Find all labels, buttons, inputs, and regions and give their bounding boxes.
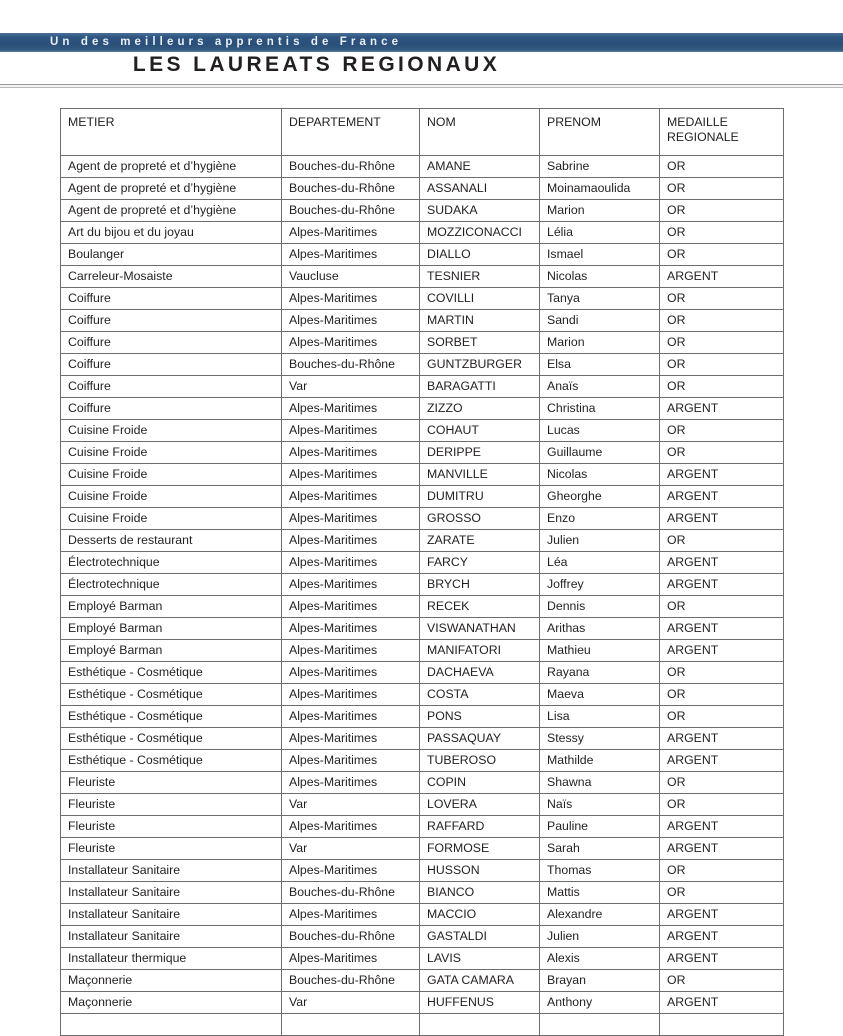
cell-nom: VISWANATHAN <box>420 618 540 640</box>
cell-metier: Desserts de restaurant <box>61 530 282 552</box>
cell-nom: HUFFENUS <box>420 992 540 1014</box>
cell-departement: Alpes-Maritimes <box>282 728 420 750</box>
cell-prenom: Guillaume <box>540 442 660 464</box>
cell-nom: SUDAKA <box>420 200 540 222</box>
cell-nom: TESNIER <box>420 266 540 288</box>
cell-medaille: OR <box>660 970 784 992</box>
column-header-prenom-label: PRENOM <box>547 115 601 129</box>
cell-metier: Électrotechnique <box>61 574 282 596</box>
cell-medaille: ARGENT <box>660 486 784 508</box>
cell-metier: Carreleur-Mosaiste <box>61 266 282 288</box>
cell-metier: Agent de propreté et d’hygiène <box>61 200 282 222</box>
cell-nom: SORBET <box>420 332 540 354</box>
cell-prenom: Nicolas <box>540 266 660 288</box>
cell-departement: Alpes-Maritimes <box>282 816 420 838</box>
cell-metier: Coiffure <box>61 376 282 398</box>
cell-nom: COPIN <box>420 772 540 794</box>
column-header-prenom <box>540 109 660 156</box>
column-header-nom-label: NOM <box>427 115 456 129</box>
table-row <box>61 684 784 706</box>
cell-prenom: Brayan <box>540 970 660 992</box>
cell-departement: Alpes-Maritimes <box>282 662 420 684</box>
cell-nom: MARTIN <box>420 310 540 332</box>
table-row <box>61 464 784 486</box>
cell-departement: Bouches-du-Rhône <box>282 882 420 904</box>
laureats-table <box>60 108 784 1036</box>
cell-medaille: ARGENT <box>660 904 784 926</box>
cell-prenom: Enzo <box>540 508 660 530</box>
cell-departement <box>282 1014 420 1036</box>
cell-departement: Alpes-Maritimes <box>282 552 420 574</box>
cell-prenom: Anaïs <box>540 376 660 398</box>
cell-metier: Agent de propreté et d’hygiène <box>61 156 282 178</box>
cell-prenom: Pauline <box>540 816 660 838</box>
cell-metier: Coiffure <box>61 288 282 310</box>
cell-medaille: OR <box>660 178 784 200</box>
table-row <box>61 926 784 948</box>
cell-prenom: Mattis <box>540 882 660 904</box>
cell-nom: LOVERA <box>420 794 540 816</box>
cell-nom: DUMITRU <box>420 486 540 508</box>
cell-nom: FARCY <box>420 552 540 574</box>
cell-metier: Maçonnerie <box>61 970 282 992</box>
cell-nom: MACCIO <box>420 904 540 926</box>
cell-medaille: ARGENT <box>660 750 784 772</box>
cell-medaille: ARGENT <box>660 838 784 860</box>
cell-nom: AMANE <box>420 156 540 178</box>
cell-prenom: Lélia <box>540 222 660 244</box>
cell-metier: Cuisine Froide <box>61 486 282 508</box>
page-title: LES LAUREATS REGIONAUX <box>132 53 501 76</box>
cell-prenom: Mathieu <box>540 640 660 662</box>
cell-medaille: OR <box>660 156 784 178</box>
cell-medaille: OR <box>660 442 784 464</box>
cell-prenom: Lisa <box>540 706 660 728</box>
cell-prenom: Joffrey <box>540 574 660 596</box>
table-row <box>61 420 784 442</box>
cell-departement: Alpes-Maritimes <box>282 640 420 662</box>
cell-nom: PASSAQUAY <box>420 728 540 750</box>
cell-departement: Alpes-Maritimes <box>282 948 420 970</box>
cell-prenom: Sarah <box>540 838 660 860</box>
cell-prenom: Alexis <box>540 948 660 970</box>
cell-nom: MANIFATORI <box>420 640 540 662</box>
cell-prenom: Marion <box>540 200 660 222</box>
table-row <box>61 706 784 728</box>
table-row <box>61 376 784 398</box>
header-divider-rule <box>0 84 843 88</box>
cell-medaille: ARGENT <box>660 640 784 662</box>
cell-medaille: OR <box>660 684 784 706</box>
cell-prenom: Sandi <box>540 310 660 332</box>
cell-medaille: ARGENT <box>660 992 784 1014</box>
cell-medaille: OR <box>660 200 784 222</box>
cell-nom <box>420 1014 540 1036</box>
cell-prenom: Ismael <box>540 244 660 266</box>
cell-departement: Alpes-Maritimes <box>282 464 420 486</box>
cell-metier <box>61 1014 282 1036</box>
cell-prenom: Shawna <box>540 772 660 794</box>
table-row <box>61 178 784 200</box>
cell-departement: Alpes-Maritimes <box>282 398 420 420</box>
table-row <box>61 992 784 1014</box>
cell-prenom: Thomas <box>540 860 660 882</box>
cell-departement: Alpes-Maritimes <box>282 706 420 728</box>
table-body <box>61 156 784 1036</box>
cell-departement: Vaucluse <box>282 266 420 288</box>
cell-medaille: OR <box>660 596 784 618</box>
cell-nom: ZIZZO <box>420 398 540 420</box>
cell-metier: Électrotechnique <box>61 552 282 574</box>
cell-departement: Alpes-Maritimes <box>282 332 420 354</box>
table-row <box>61 596 784 618</box>
table-row <box>61 882 784 904</box>
cell-prenom: Alexandre <box>540 904 660 926</box>
cell-metier: Esthétique - Cosmétique <box>61 706 282 728</box>
table-row-partial <box>61 1014 784 1036</box>
cell-metier: Cuisine Froide <box>61 508 282 530</box>
cell-metier: Installateur Sanitaire <box>61 904 282 926</box>
cell-nom: GROSSO <box>420 508 540 530</box>
table-row <box>61 288 784 310</box>
cell-metier: Agent de propreté et d’hygiène <box>61 178 282 200</box>
cell-metier: Coiffure <box>61 398 282 420</box>
cell-prenom: Naïs <box>540 794 660 816</box>
cell-departement: Bouches-du-Rhône <box>282 200 420 222</box>
table-row <box>61 728 784 750</box>
cell-metier: Employé Barman <box>61 618 282 640</box>
cell-medaille: OR <box>660 794 784 816</box>
cell-nom: BIANCO <box>420 882 540 904</box>
table-row <box>61 552 784 574</box>
cell-prenom: Julien <box>540 926 660 948</box>
cell-medaille: OR <box>660 882 784 904</box>
cell-medaille: OR <box>660 530 784 552</box>
cell-medaille: OR <box>660 288 784 310</box>
cell-metier: Fleuriste <box>61 794 282 816</box>
cell-medaille: ARGENT <box>660 618 784 640</box>
cell-prenom: Arithas <box>540 618 660 640</box>
cell-nom: COSTA <box>420 684 540 706</box>
cell-departement: Alpes-Maritimes <box>282 508 420 530</box>
cell-metier: Maçonnerie <box>61 992 282 1014</box>
table-row <box>61 222 784 244</box>
cell-prenom: Dennis <box>540 596 660 618</box>
cell-departement: Alpes-Maritimes <box>282 486 420 508</box>
table-row <box>61 508 784 530</box>
table-row <box>61 662 784 684</box>
cell-medaille: ARGENT <box>660 508 784 530</box>
cell-metier: Coiffure <box>61 332 282 354</box>
cell-metier: Esthétique - Cosmétique <box>61 728 282 750</box>
cell-departement: Alpes-Maritimes <box>282 420 420 442</box>
table-row <box>61 486 784 508</box>
cell-medaille: OR <box>660 860 784 882</box>
cell-medaille: ARGENT <box>660 574 784 596</box>
table-row <box>61 244 784 266</box>
table-row <box>61 750 784 772</box>
table-row <box>61 266 784 288</box>
cell-nom: HUSSON <box>420 860 540 882</box>
table-header <box>61 109 784 156</box>
cell-nom: GASTALDI <box>420 926 540 948</box>
table-row <box>61 200 784 222</box>
cell-nom: ASSANALI <box>420 178 540 200</box>
cell-medaille: ARGENT <box>660 926 784 948</box>
cell-metier: Fleuriste <box>61 816 282 838</box>
cell-metier: Fleuriste <box>61 772 282 794</box>
cell-departement: Alpes-Maritimes <box>282 222 420 244</box>
cell-nom: BARAGATTI <box>420 376 540 398</box>
cell-metier: Installateur Sanitaire <box>61 926 282 948</box>
cell-departement: Var <box>282 992 420 1014</box>
cell-metier: Esthétique - Cosmétique <box>61 662 282 684</box>
cell-medaille: OR <box>660 420 784 442</box>
cell-nom: FORMOSE <box>420 838 540 860</box>
cell-nom: RAFFARD <box>420 816 540 838</box>
cell-metier: Installateur Sanitaire <box>61 860 282 882</box>
cell-metier: Fleuriste <box>61 838 282 860</box>
cell-departement: Alpes-Maritimes <box>282 772 420 794</box>
cell-departement: Alpes-Maritimes <box>282 618 420 640</box>
cell-departement: Alpes-Maritimes <box>282 442 420 464</box>
cell-departement: Bouches-du-Rhône <box>282 156 420 178</box>
column-header-medaille-label: MEDAILLE <box>667 115 728 129</box>
cell-medaille: OR <box>660 310 784 332</box>
column-header-departement-label: DEPARTEMENT <box>289 115 381 129</box>
cell-nom: TUBEROSO <box>420 750 540 772</box>
cell-prenom: Anthony <box>540 992 660 1014</box>
cell-medaille: OR <box>660 376 784 398</box>
cell-medaille: ARGENT <box>660 464 784 486</box>
cell-metier: Cuisine Froide <box>61 442 282 464</box>
cell-departement: Alpes-Maritimes <box>282 244 420 266</box>
cell-medaille: OR <box>660 332 784 354</box>
cell-medaille: ARGENT <box>660 728 784 750</box>
table-row <box>61 838 784 860</box>
table-row <box>61 332 784 354</box>
cell-medaille <box>660 1014 784 1036</box>
cell-metier: Employé Barman <box>61 640 282 662</box>
cell-medaille: OR <box>660 662 784 684</box>
column-header-nom <box>420 109 540 156</box>
cell-nom: BRYCH <box>420 574 540 596</box>
table-row <box>61 156 784 178</box>
cell-prenom: Moinamaoulida <box>540 178 660 200</box>
cell-nom: COHAUT <box>420 420 540 442</box>
table-row <box>61 574 784 596</box>
cell-prenom: Christina <box>540 398 660 420</box>
column-header-metier <box>61 109 282 156</box>
cell-medaille: OR <box>660 772 784 794</box>
table-row <box>61 398 784 420</box>
table-row <box>61 354 784 376</box>
cell-prenom: Sabrine <box>540 156 660 178</box>
cell-departement: Bouches-du-Rhône <box>282 354 420 376</box>
cell-nom: GUNTZBURGER <box>420 354 540 376</box>
cell-nom: GATA CAMARA <box>420 970 540 992</box>
cell-nom: DERIPPE <box>420 442 540 464</box>
cell-metier: Employé Barman <box>61 596 282 618</box>
cell-nom: DIALLO <box>420 244 540 266</box>
cell-metier: Installateur thermique <box>61 948 282 970</box>
cell-departement: Alpes-Maritimes <box>282 904 420 926</box>
cell-medaille: ARGENT <box>660 266 784 288</box>
table-row <box>61 970 784 992</box>
cell-departement: Alpes-Maritimes <box>282 684 420 706</box>
cell-medaille: ARGENT <box>660 948 784 970</box>
cell-metier: Cuisine Froide <box>61 420 282 442</box>
cell-nom: PONS <box>420 706 540 728</box>
cell-metier: Esthétique - Cosmétique <box>61 750 282 772</box>
cell-metier: Cuisine Froide <box>61 464 282 486</box>
cell-prenom: Stessy <box>540 728 660 750</box>
cell-prenom: Elsa <box>540 354 660 376</box>
cell-prenom: Julien <box>540 530 660 552</box>
cell-departement: Alpes-Maritimes <box>282 574 420 596</box>
cell-medaille: ARGENT <box>660 816 784 838</box>
cell-medaille: ARGENT <box>660 398 784 420</box>
cell-nom: COVILLI <box>420 288 540 310</box>
column-header-metier-label: METIER <box>68 115 115 129</box>
table-row <box>61 530 784 552</box>
cell-prenom: Marion <box>540 332 660 354</box>
cell-departement: Alpes-Maritimes <box>282 310 420 332</box>
cell-departement: Alpes-Maritimes <box>282 288 420 310</box>
laureats-table-container <box>60 108 783 1036</box>
column-header-departement <box>282 109 420 156</box>
cell-medaille: OR <box>660 244 784 266</box>
table-header-row <box>61 109 784 156</box>
cell-nom: RECEK <box>420 596 540 618</box>
cell-prenom: Léa <box>540 552 660 574</box>
table-row <box>61 310 784 332</box>
table-row <box>61 618 784 640</box>
cell-medaille: ARGENT <box>660 552 784 574</box>
cell-metier: Installateur Sanitaire <box>61 882 282 904</box>
cell-departement: Var <box>282 376 420 398</box>
cell-prenom: Tanya <box>540 288 660 310</box>
cell-medaille: OR <box>660 354 784 376</box>
table-row <box>61 794 784 816</box>
cell-prenom: Gheorghe <box>540 486 660 508</box>
cell-prenom <box>540 1014 660 1036</box>
banner-subtitle: Un des meilleurs apprentis de France <box>50 36 403 48</box>
cell-prenom: Maeva <box>540 684 660 706</box>
cell-medaille: OR <box>660 706 784 728</box>
cell-departement: Alpes-Maritimes <box>282 596 420 618</box>
cell-prenom: Mathilde <box>540 750 660 772</box>
cell-metier: Coiffure <box>61 354 282 376</box>
cell-metier: Art du bijou et du joyau <box>61 222 282 244</box>
table-row <box>61 904 784 926</box>
cell-departement: Bouches-du-Rhône <box>282 926 420 948</box>
cell-departement: Var <box>282 838 420 860</box>
cell-metier: Boulanger <box>61 244 282 266</box>
cell-departement: Alpes-Maritimes <box>282 530 420 552</box>
column-header-medaille-label-line2: REGIONALE <box>667 130 739 144</box>
column-header-medaille <box>660 109 784 156</box>
cell-departement: Bouches-du-Rhône <box>282 970 420 992</box>
table-row <box>61 640 784 662</box>
table-row <box>61 442 784 464</box>
cell-nom: ZARATE <box>420 530 540 552</box>
cell-departement: Alpes-Maritimes <box>282 860 420 882</box>
cell-nom: MANVILLE <box>420 464 540 486</box>
cell-nom: LAVIS <box>420 948 540 970</box>
cell-departement: Var <box>282 794 420 816</box>
cell-prenom: Rayana <box>540 662 660 684</box>
cell-departement: Bouches-du-Rhône <box>282 178 420 200</box>
cell-medaille: OR <box>660 222 784 244</box>
cell-departement: Alpes-Maritimes <box>282 750 420 772</box>
cell-prenom: Nicolas <box>540 464 660 486</box>
table-row <box>61 816 784 838</box>
table-row <box>61 948 784 970</box>
table-row <box>61 860 784 882</box>
cell-prenom: Lucas <box>540 420 660 442</box>
cell-metier: Coiffure <box>61 310 282 332</box>
cell-nom: MOZZICONACCI <box>420 222 540 244</box>
cell-nom: DACHAEVA <box>420 662 540 684</box>
cell-metier: Esthétique - Cosmétique <box>61 684 282 706</box>
table-row <box>61 772 784 794</box>
